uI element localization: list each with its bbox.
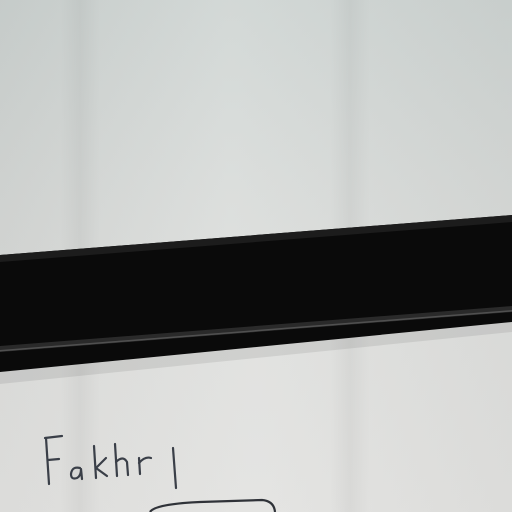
marker-box-outline bbox=[150, 500, 275, 512]
handwritten-name bbox=[40, 426, 190, 496]
